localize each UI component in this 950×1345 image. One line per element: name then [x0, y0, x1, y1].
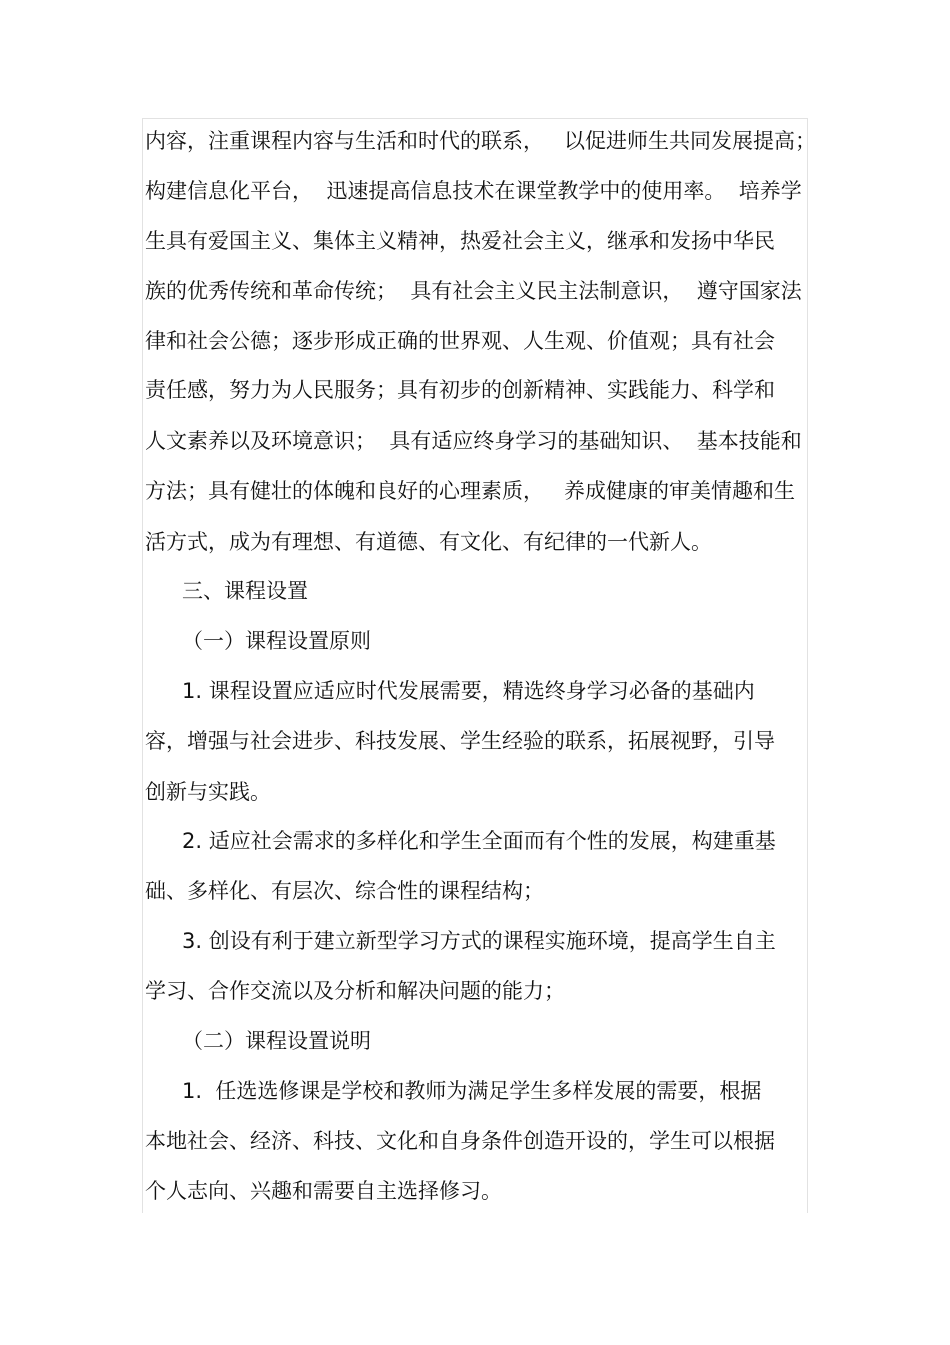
subsection-heading: （一）课程设置原则: [182, 629, 371, 653]
body-text-line: 方法；具有健壮的体魄和良好的心理素质， 养成健康的审美情趣和生: [145, 479, 796, 503]
body-text-line: 容，增强与社会进步、科技发展、学生经验的联系，拓展视野，引导: [145, 729, 775, 753]
body-text-line: 生具有爱国主义、集体主义精神，热爱社会主义，继承和发扬中华民: [145, 229, 775, 253]
body-text-line: 学习、合作交流以及分析和解决问题的能力；: [145, 979, 565, 1003]
list-item-text: 1. 任选选修课是学校和教师为满足学生多样发展的需要，根据: [182, 1079, 762, 1103]
body-text-line: 责任感，努力为人民服务；具有初步的创新精神、实践能力、科学和: [145, 378, 775, 402]
body-text-line: 础、多样化、有层次、综合性的课程结构；: [145, 879, 544, 903]
body-text-line: 律和社会公德；逐步形成正确的世界观、人生观、价值观；具有社会: [145, 329, 775, 353]
list-item-text: 1. 课程设置应适应时代发展需要，精选终身学习必备的基础内: [182, 679, 755, 703]
body-text-line: 本地社会、经济、科技、文化和自身条件创造开设的，学生可以根据: [145, 1129, 775, 1153]
body-text-line: 创新与实践。: [145, 780, 271, 804]
body-text-line: 个人志向、兴趣和需要自主选择修习。: [145, 1179, 502, 1203]
body-text-line: 族的优秀传统和革命传统； 具有社会主义民主法制意识， 遵守国家法: [145, 279, 802, 303]
section-heading: 三、课程设置: [182, 579, 308, 603]
subsection-heading: （二）课程设置说明: [182, 1029, 371, 1053]
body-text-line: 内容，注重课程内容与生活和时代的联系， 以促进师生共同发展提高；: [145, 129, 817, 153]
body-text-line: 人文素养以及环境意识； 具有适应终身学习的基础知识、 基本技能和: [145, 429, 802, 453]
body-text-line: 构建信息化平台， 迅速提高信息技术在课堂教学中的使用率。 培养学: [145, 179, 802, 203]
list-item-text: 2. 适应社会需求的多样化和学生全面而有个性的发展，构建重基: [182, 829, 776, 853]
body-text-line: 活方式，成为有理想、有道德、有文化、有纪律的一代新人。: [145, 530, 712, 554]
list-item-text: 3. 创设有利于建立新型学习方式的课程实施环境，提高学生自主: [182, 929, 776, 953]
